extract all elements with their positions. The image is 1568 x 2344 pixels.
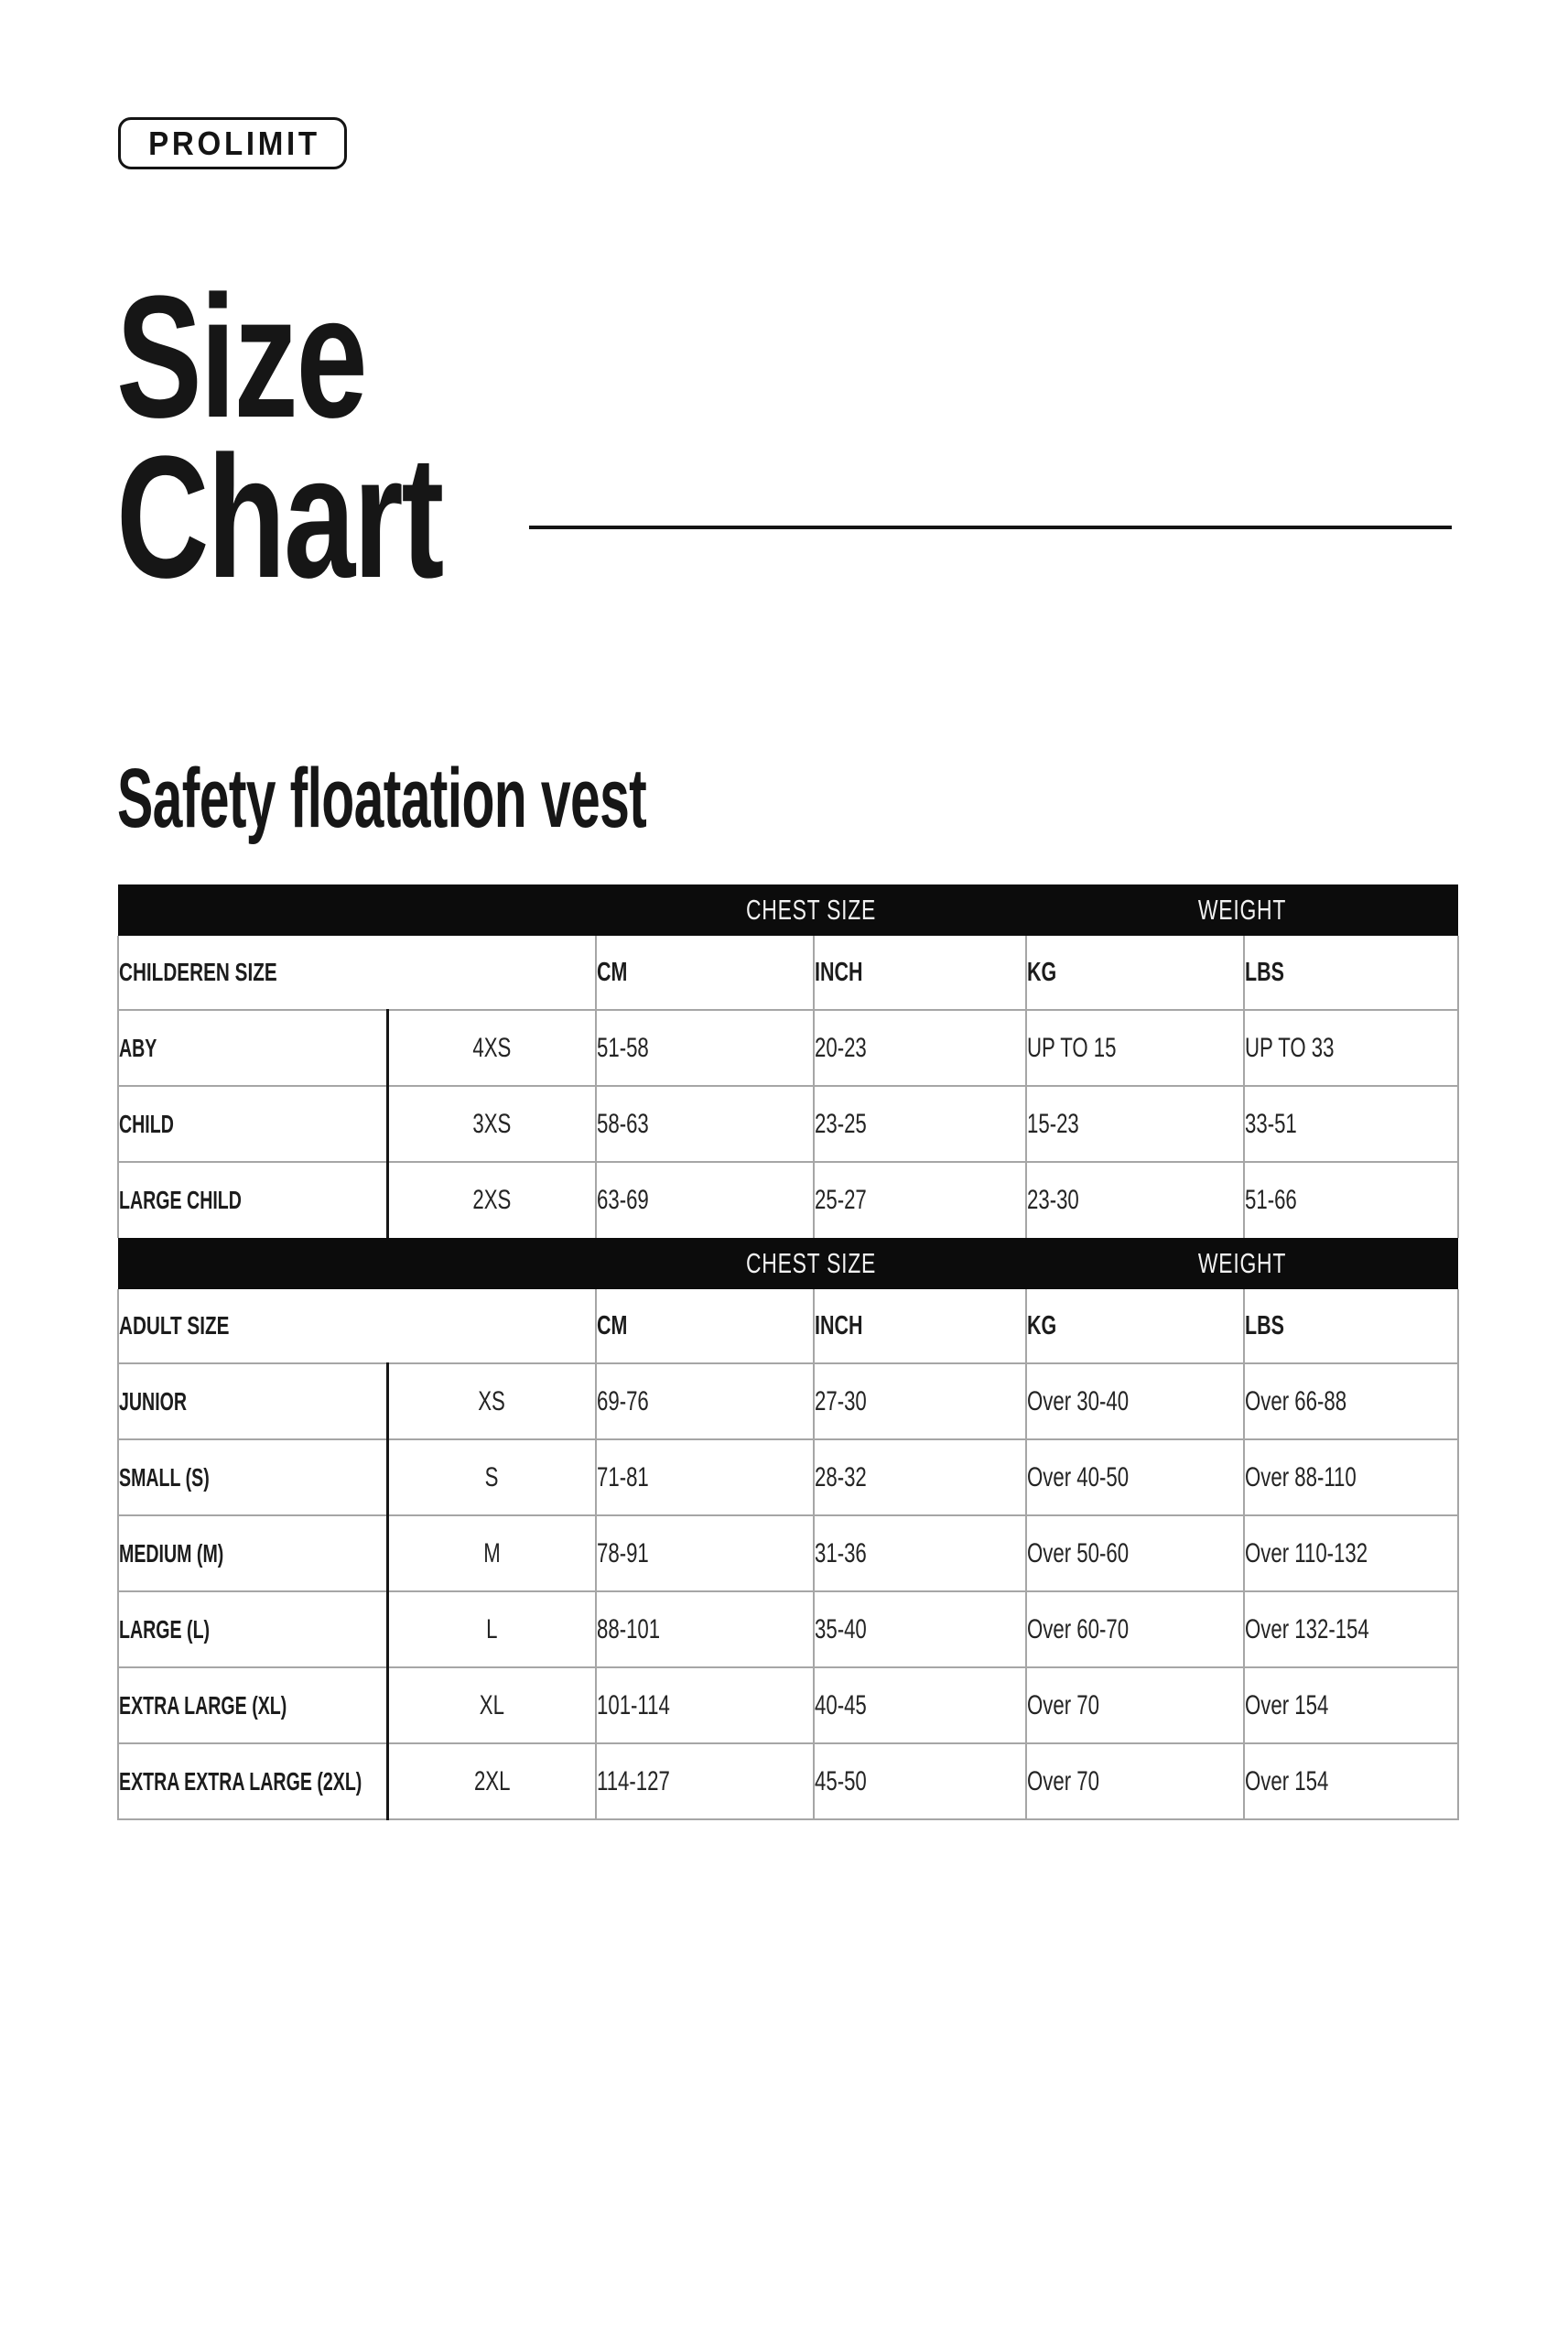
weight-band-cell: [1026, 884, 1458, 936]
row-kg-value: UP TO 15: [1027, 1032, 1117, 1063]
row-size-code: L: [486, 1613, 498, 1644]
row-size-code: S: [484, 1461, 499, 1492]
cell-cm: [596, 1515, 814, 1591]
table-row: [118, 1010, 1458, 1086]
cell-cm: [596, 1086, 814, 1162]
cell-lbs: [1244, 1363, 1458, 1439]
row-kg-value: Over 50-60: [1027, 1537, 1130, 1568]
row-kg-value: Over 70: [1027, 1689, 1099, 1720]
cell-kg: [1026, 1086, 1244, 1162]
cell-unit-lbs: [1244, 1289, 1458, 1363]
cell-inch: [814, 1743, 1026, 1819]
row-kg-value: Over 60-70: [1027, 1613, 1130, 1644]
row-lbs-value: UP TO 33: [1245, 1032, 1335, 1063]
row-size-code: XS: [478, 1385, 506, 1416]
cell-cm: [596, 1162, 814, 1238]
adult-header-row: [118, 1289, 1458, 1363]
table-row: [118, 1086, 1458, 1162]
row-cm-value: 78-91: [597, 1537, 649, 1568]
page-title-line-2: Chart: [116, 420, 443, 614]
row-inch-value: 27-30: [815, 1385, 867, 1416]
row-cm-value: 58-63: [597, 1108, 649, 1139]
cell-cm: [596, 1439, 814, 1515]
row-inch-value: 45-50: [815, 1765, 867, 1796]
prolimit-logo-text: PROLIMIT: [148, 124, 320, 162]
unit-lbs-label: LBS: [1245, 957, 1284, 987]
cell-lbs: [1244, 1515, 1458, 1591]
cell-cm: [596, 1743, 814, 1819]
cell-unit-cm: [596, 936, 814, 1010]
band-spacer: [118, 884, 596, 936]
cell-name: [118, 1010, 387, 1086]
children-header-row: [118, 936, 1458, 1010]
table-row: [118, 1363, 1458, 1439]
cell-size-code: [387, 1743, 596, 1819]
row-name: EXTRA EXTRA LARGE (2XL): [119, 1766, 362, 1796]
row-cm-value: 71-81: [597, 1461, 649, 1492]
weight-band-cell: [1026, 1238, 1458, 1289]
cell-name: [118, 1591, 387, 1667]
cell-inch: [814, 1162, 1026, 1238]
unit-inch-label: INCH: [815, 957, 863, 987]
row-kg-value: 15-23: [1027, 1108, 1079, 1139]
unit-lbs-label: LBS: [1245, 1310, 1284, 1340]
unit-cm-label: CM: [597, 957, 628, 987]
cell-lbs: [1244, 1743, 1458, 1819]
cell-inch: [814, 1515, 1026, 1591]
row-inch-value: 31-36: [815, 1537, 867, 1568]
cell-size-code: [387, 1515, 596, 1591]
row-lbs-value: Over 154: [1245, 1765, 1329, 1796]
row-lbs-value: 51-66: [1245, 1185, 1297, 1215]
row-inch-value: 28-32: [815, 1461, 867, 1492]
row-cm-value: 101-114: [597, 1689, 670, 1720]
cell-kg: [1026, 1439, 1244, 1515]
cell-inch: [814, 1086, 1026, 1162]
row-kg-value: Over 70: [1027, 1765, 1099, 1796]
cell-unit-inch: [814, 1289, 1026, 1363]
cell-kg: [1026, 1743, 1244, 1819]
cell-row-header: [118, 936, 596, 1010]
cell-size-code: [387, 1086, 596, 1162]
cell-inch: [814, 1591, 1026, 1667]
cell-lbs: [1244, 1086, 1458, 1162]
row-name: SMALL (S): [119, 1462, 210, 1492]
cell-cm: [596, 1010, 814, 1086]
cell-unit-inch: [814, 936, 1026, 1010]
row-name: ABY: [119, 1033, 157, 1062]
row-cm-value: 63-69: [597, 1185, 649, 1215]
cell-kg: [1026, 1363, 1244, 1439]
cell-unit-kg: [1026, 1289, 1244, 1363]
cell-size-code: [387, 1010, 596, 1086]
row-name: JUNIOR: [119, 1386, 188, 1416]
cell-size-code: [387, 1591, 596, 1667]
cell-lbs: [1244, 1667, 1458, 1743]
cell-kg: [1026, 1591, 1244, 1667]
row-name: LARGE CHILD: [119, 1186, 242, 1214]
cell-name: [118, 1439, 387, 1515]
section-heading: Safety floatation vest: [117, 752, 647, 845]
chest-size-band-cell: [596, 884, 1026, 936]
row-size-code: XL: [479, 1689, 504, 1720]
unit-cm-label: CM: [597, 1310, 628, 1340]
cell-name: [118, 1743, 387, 1819]
size-table: [117, 884, 1459, 1820]
cell-size-code: [387, 1363, 596, 1439]
row-inch-value: 25-27: [815, 1185, 867, 1215]
title-rule-line: [529, 526, 1452, 529]
cell-kg: [1026, 1010, 1244, 1086]
cell-name: [118, 1515, 387, 1591]
row-size-code: 2XL: [473, 1765, 510, 1796]
table-row: [118, 1667, 1458, 1743]
row-inch-value: 40-45: [815, 1689, 867, 1720]
row-lbs-value: Over 132-154: [1245, 1613, 1369, 1644]
row-lbs-value: Over 110-132: [1245, 1537, 1368, 1568]
chest-size-band-cell: [596, 1238, 1026, 1289]
row-name: LARGE (L): [119, 1614, 211, 1644]
prolimit-logo: [118, 117, 347, 169]
row-size-code: 2XS: [472, 1185, 512, 1215]
weight-band-label: WEIGHT: [1197, 894, 1287, 926]
cell-inch: [814, 1010, 1026, 1086]
cell-size-code: [387, 1439, 596, 1515]
unit-kg-label: KG: [1027, 1310, 1057, 1340]
cell-unit-lbs: [1244, 936, 1458, 1010]
cell-unit-kg: [1026, 936, 1244, 1010]
cell-inch: [814, 1363, 1026, 1439]
table-row: [118, 1162, 1458, 1238]
table-row: [118, 1591, 1458, 1667]
row-size-code: 4XS: [472, 1032, 512, 1063]
row-inch-value: 35-40: [815, 1613, 867, 1644]
row-cm-value: 51-58: [597, 1032, 649, 1063]
cell-name: [118, 1363, 387, 1439]
cell-size-code: [387, 1162, 596, 1238]
row-cm-value: 88-101: [597, 1613, 661, 1644]
children-band-row: [118, 884, 1458, 936]
cell-row-header: [118, 1289, 596, 1363]
cell-cm: [596, 1363, 814, 1439]
cell-name: [118, 1667, 387, 1743]
table-row: [118, 1743, 1458, 1819]
row-kg-value: Over 30-40: [1027, 1385, 1130, 1416]
row-lbs-value: Over 88-110: [1245, 1461, 1357, 1492]
cell-unit-cm: [596, 1289, 814, 1363]
adult-band-row: [118, 1238, 1458, 1289]
row-lbs-value: Over 154: [1245, 1689, 1329, 1720]
cell-lbs: [1244, 1591, 1458, 1667]
table-row: [118, 1515, 1458, 1591]
weight-band-label: WEIGHT: [1197, 1247, 1287, 1279]
row-name: MEDIUM (M): [119, 1538, 224, 1568]
chest-size-band-label: CHEST SIZE: [745, 1247, 877, 1279]
row-cm-value: 114-127: [597, 1765, 670, 1796]
cell-inch: [814, 1439, 1026, 1515]
row-kg-value: 23-30: [1027, 1185, 1079, 1215]
cell-cm: [596, 1591, 814, 1667]
row-lbs-value: Over 66-88: [1245, 1385, 1347, 1416]
cell-name: [118, 1162, 387, 1238]
cell-cm: [596, 1667, 814, 1743]
row-size-code: M: [483, 1537, 501, 1568]
page-title-line-1: Size: [116, 260, 366, 454]
row-size-code: 3XS: [472, 1108, 512, 1139]
cell-inch: [814, 1667, 1026, 1743]
adult-size-label: ADULT SIZE: [119, 1311, 230, 1340]
cell-lbs: [1244, 1162, 1458, 1238]
unit-inch-label: INCH: [815, 1310, 863, 1340]
cell-lbs: [1244, 1010, 1458, 1086]
band-spacer: [118, 1238, 596, 1289]
chest-size-band-label: CHEST SIZE: [745, 894, 877, 926]
cell-size-code: [387, 1667, 596, 1743]
page-title: [116, 260, 443, 614]
children-size-label: CHILDEREN SIZE: [119, 958, 277, 986]
unit-kg-label: KG: [1027, 957, 1057, 987]
cell-kg: [1026, 1515, 1244, 1591]
row-inch-value: 23-25: [815, 1108, 867, 1139]
cell-kg: [1026, 1162, 1244, 1238]
row-cm-value: 69-76: [597, 1385, 649, 1416]
row-kg-value: Over 40-50: [1027, 1461, 1130, 1492]
cell-lbs: [1244, 1439, 1458, 1515]
table-row: [118, 1439, 1458, 1515]
row-lbs-value: 33-51: [1245, 1108, 1297, 1139]
row-name: EXTRA LARGE (XL): [119, 1690, 287, 1720]
row-inch-value: 20-23: [815, 1032, 867, 1063]
row-name: CHILD: [119, 1109, 174, 1138]
cell-name: [118, 1086, 387, 1162]
cell-kg: [1026, 1667, 1244, 1743]
